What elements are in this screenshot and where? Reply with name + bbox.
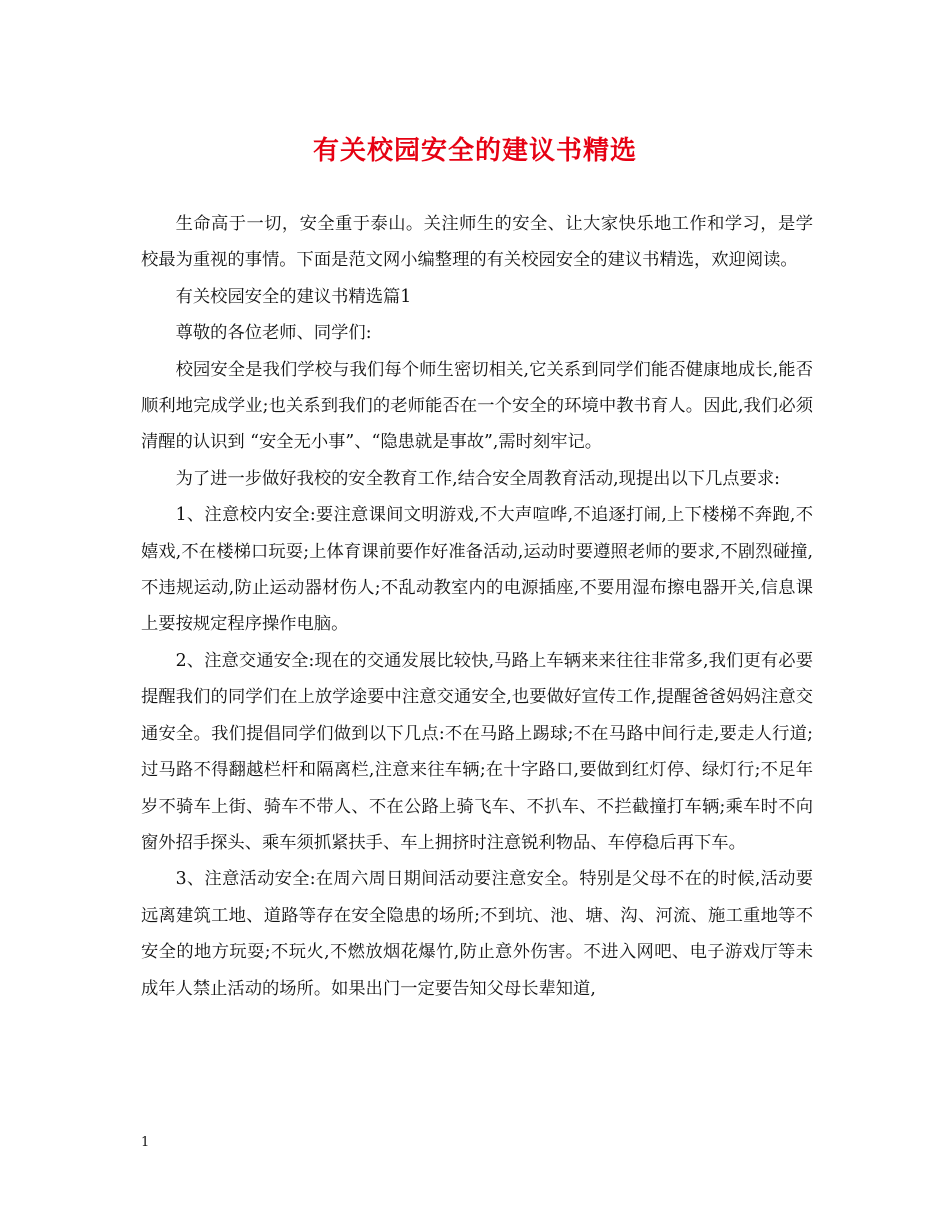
paragraph-requirements-intro: 为了进一步做好我校的安全教育工作,结合安全周教育活动,现提出以下几点要求: xyxy=(175,468,780,489)
paragraph-item-1: 1、注意校内安全:要注意课间文明游戏,不大声喧哗,不追逐打闹,上下楼梯不奔跑,不嬉戏,不在楼梯口玩耍;上体育课前要作好准备活动,运动时要遵照老师的要求,不剧烈碰撞,不违规运动,防止运动器材伤人;不乱动教室内的电源插座,不要用湿布擦电器开关,信息课上要按规定程序操作电脑。 xyxy=(141,505,813,635)
paragraph-section-heading: 有关校园安全的建议书精选篇1 xyxy=(175,286,412,307)
paragraph-item-3: 3、注意活动安全:在周六周日期间活动要注意安全。特别是父母不在的时候,活动要远离建筑工地、道路等存在安全隐患的场所;不到坑、池、塘、沟、河流、施工重地等不安全的地方玩耍;不玩火,不燃放烟花爆竹,防止意外伤害。不进入网吧、电子游戏厅等未成年人禁止活动的场所。如果出门一定要告知父母长辈知道, xyxy=(141,869,813,999)
paragraph-intro: 生命高于一切，安全重于泰山。关注师生的安全、让大家快乐地工作和学习，是学校最为重视的事情。下面是范文网小编整理的有关校园安全的建议书精选，欢迎阅读。 xyxy=(141,214,813,271)
paragraph-salutation: 尊敬的各位老师、同学们: xyxy=(175,323,372,344)
document-body xyxy=(141,206,813,1007)
page-number: 1 xyxy=(141,1135,150,1150)
paragraph-item-2: 2、注意交通安全:现在的交通发展比较快,马路上车辆来来往往非常多,我们更有必要提醒我们的同学们在上放学途要中注意交通安全,也要做好宣传工作,提醒爸爸妈妈注意交通安全。我们提倡同学们做到以下几点:不在马路上踢球;不在马路中间行走,要走人行道;过马路不得翻越栏杆和隔离栏,注意来往车辆;在十字路口,要做到红灯停、绿灯行;不足年岁不骑车上街、骑车不带人、不在公路上骑飞车、不扒车、不拦截撞打车辆;乘车时不向窗外招手探头、乘车须抓紧扶手、车上拥挤时注意锐利物品、车停稳后再下车。 xyxy=(141,650,813,853)
paragraph-campus-safety: 校园安全是我们学校与我们每个师生密切相关,它关系到同学们能否健康地成长,能否顺利地完成学业;也关系到我们的老师能否在一个安全的环境中教书育人。因此,我们必须清醒的认识到 “安全无小事”、“隐患就是事故”,需时刻牢记。 xyxy=(141,359,813,453)
document-title: 有关校园安全的建议书精选 xyxy=(312,136,637,166)
